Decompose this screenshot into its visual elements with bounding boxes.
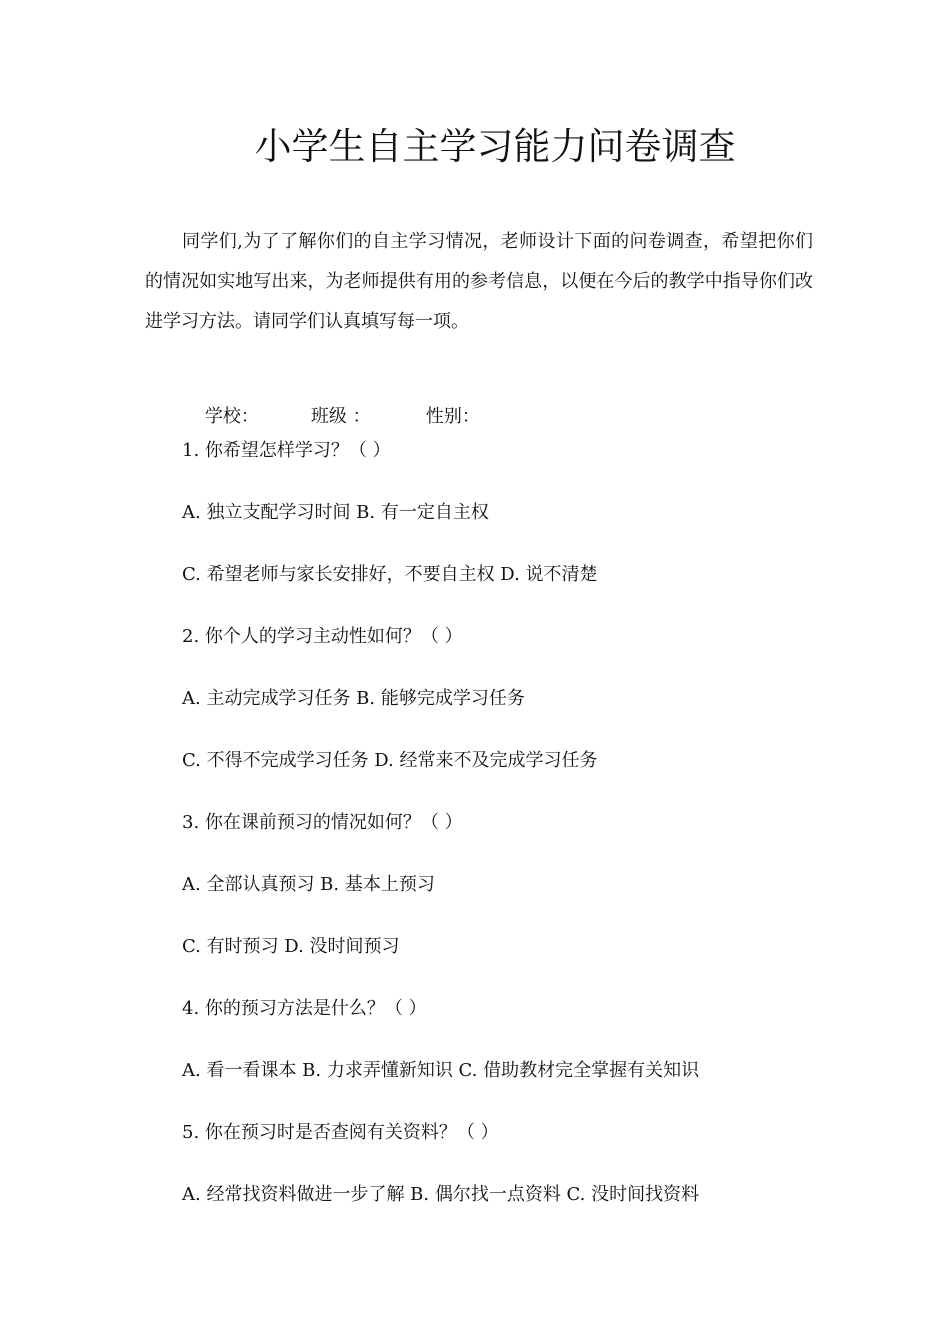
question-5: 5. 你在预习时是否查阅有关资料？（ ） (182, 1122, 499, 1143)
question-3: 3. 你在课前预习的情况如何？（ ） (182, 812, 463, 833)
question-5-options-line-1: A. 经常找资料做进一步了解 B. 偶尔找一点资料 C. 没时间找资料 (182, 1184, 700, 1205)
class-field-label: 班级 ： (310, 406, 371, 427)
question-1-options-line-2: C. 希望老师与家长安排好，不要自主权 D. 说不清楚 (182, 564, 598, 585)
document-title: 小学生自主学习能力问卷调查 (254, 125, 736, 168)
question-3-options-line-1: A. 全部认真预习 B. 基本上预习 (182, 874, 435, 895)
question-1: 1. 你希望怎样学习？（ ） (182, 440, 391, 461)
question-1-options-line-1: A. 独立支配学习时间 B. 有一定自主权 (182, 502, 489, 523)
gender-field-label: 性别： (425, 406, 480, 427)
question-4: 4. 你的预习方法是什么？（ ） (182, 998, 427, 1019)
intro-paragraph: 同学们,为了了解你们的自主学习情况，老师设计下面的问卷调查，希望把你们的情况如实地写出来，为老师提供有用的参考信息，以便在今后的教学中指导你们改进学习方法。请同学们认真填写每一项。 (145, 231, 813, 332)
question-4-options-line-1: A. 看一看课本 B. 力求弄懂新知识 C. 借助教材完全掌握有关知识 (182, 1060, 700, 1081)
question-2: 2. 你个人的学习主动性如何？（ ） (182, 626, 463, 647)
question-2-options-line-2: C. 不得不完成学习任务 D. 经常来不及完成学习任务 (182, 750, 598, 771)
question-2-options-line-1: A. 主动完成学习任务 B. 能够完成学习任务 (182, 688, 525, 709)
school-field-label: 学校： (204, 406, 259, 427)
question-3-options-line-2: C. 有时预习 D. 没时间预习 (182, 936, 400, 957)
